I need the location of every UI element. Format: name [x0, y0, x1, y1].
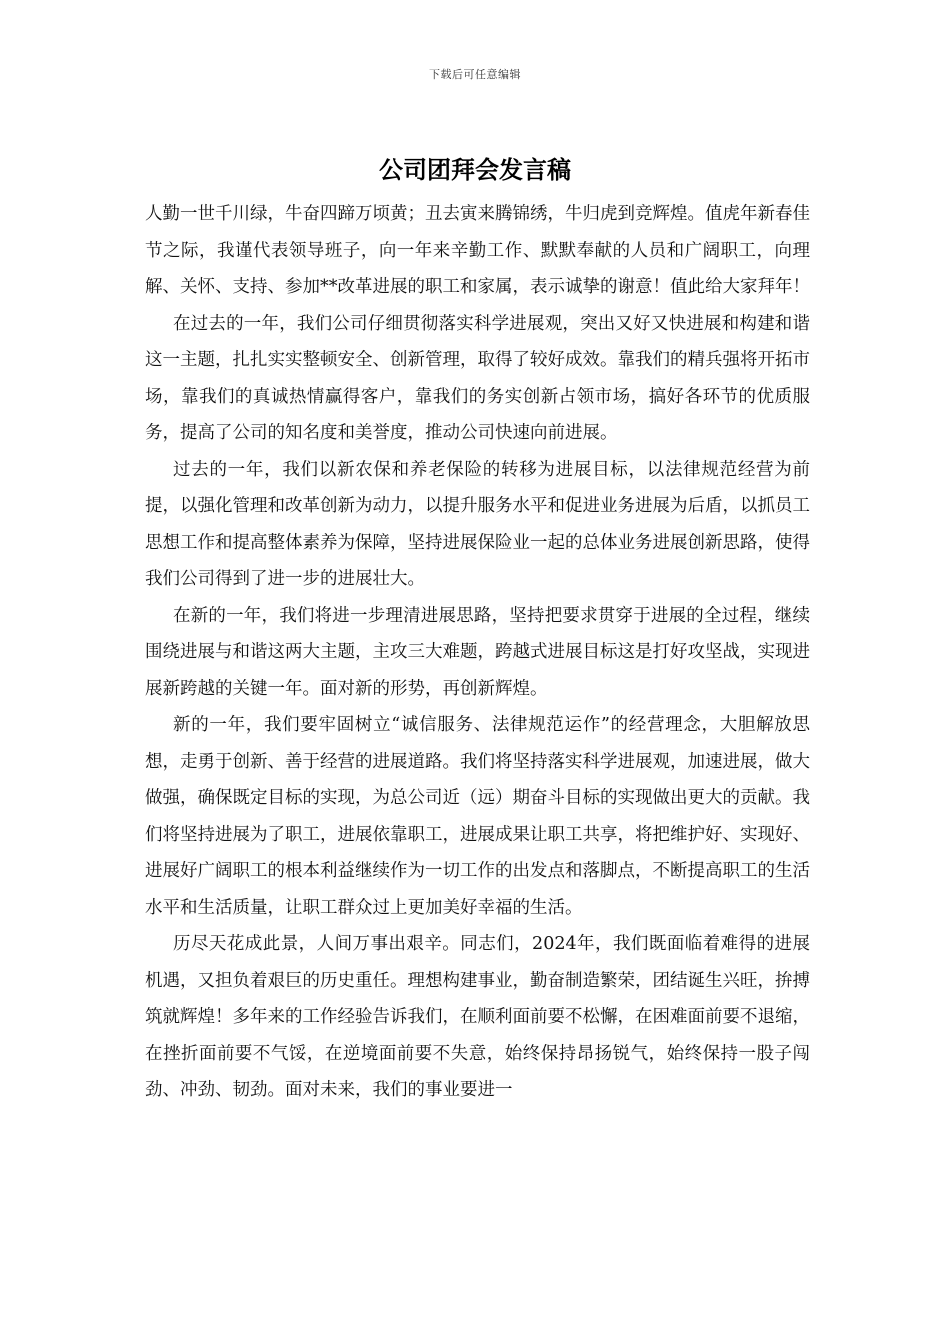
paragraph-2: 在过去的一年，我们公司仔细贯彻落实科学进展观，突出又好又快进展和构建和谐这一主题，扎扎实实整顿安全、创新管理，取得了较好成效。靠我们的精兵强将开拓市场，靠我们的真诚热情赢得客户，靠我们的务实创新占领市场，搞好各环节的优质服务，提高了公司的知名度和美誉度，推动公司快速向前进展。: [145, 313, 810, 443]
paragraph-3: 过去的一年，我们以新农保和养老保险的转移为进展目标，以法律规范经营为前提，以强化管理和改革创新为动力，以提升服务水平和促进业务进展为后盾，以抓员工思想工作和提高整体素养为保障，坚持进展保险业一起的总体业务进展创新思路，使得我们公司得到了进一步的进展壮大。: [145, 459, 810, 589]
document-title: 公司团拜会发言稿: [379, 156, 571, 184]
header-note: 下载后可任意编辑: [429, 68, 521, 81]
document-body: [145, 196, 810, 1109]
paragraph-4: 在新的一年，我们将进一步理清进展思路，坚持把要求贯穿于进展的全过程，继续围绕进展与和谐这两大主题，主攻三大难题，跨越式进展目标这是打好攻坚战，实现进展新跨越的关键一年。面对新的形势，再创新辉煌。: [145, 605, 810, 699]
paragraph-1: 人勤一世千川绿，牛奋四蹄万顷黄；丑去寅来腾锦绣，牛归虎到竞辉煌。值虎年新春佳节之际，我谨代表领导班子，向一年来辛勤工作、默默奉献的人员和广阔职工，向理解、关怀、支持、参加**改革进展的职工和家属，表示诚挚的谢意！值此给大家拜年！: [145, 204, 810, 297]
paragraph-5: 新的一年，我们要牢固树立“诚信服务、法律规范运作”的经营理念，大胆解放思想，走勇于创新、善于经营的进展道路。我们将坚持落实科学进展观，加速进展，做大做强，确保既定目标的实现，为总公司近（远）期奋斗目标的实现做出更大的贡献。我们将坚持进展为了职工，进展依靠职工，进展成果让职工共享，将把维护好、实现好、进展好广阔职工的根本利益继续作为一切工作的出发点和落脚点，不断提高职工的生活水平和生活质量，让职工群众过上更加美好幸福的生活。: [145, 715, 810, 918]
paragraph-6: 历尽天花成此景，人间万事出艰辛。同志们，2024年，我们既面临着难得的进展机遇，又担负着艰巨的历史重任。理想构建事业，勤奋制造繁荣，团结诞生兴旺，拚搏筑就辉煌！多年来的工作经验告诉我们，在顺利面前要不松懈，在困难面前要不退缩，在挫折面前要不气馁，在逆境面前要不失意，始终保持昂扬锐气，始终保持一股子闯劲、冲劲、韧劲。面对未来，我们的事业要进一: [145, 934, 810, 1100]
